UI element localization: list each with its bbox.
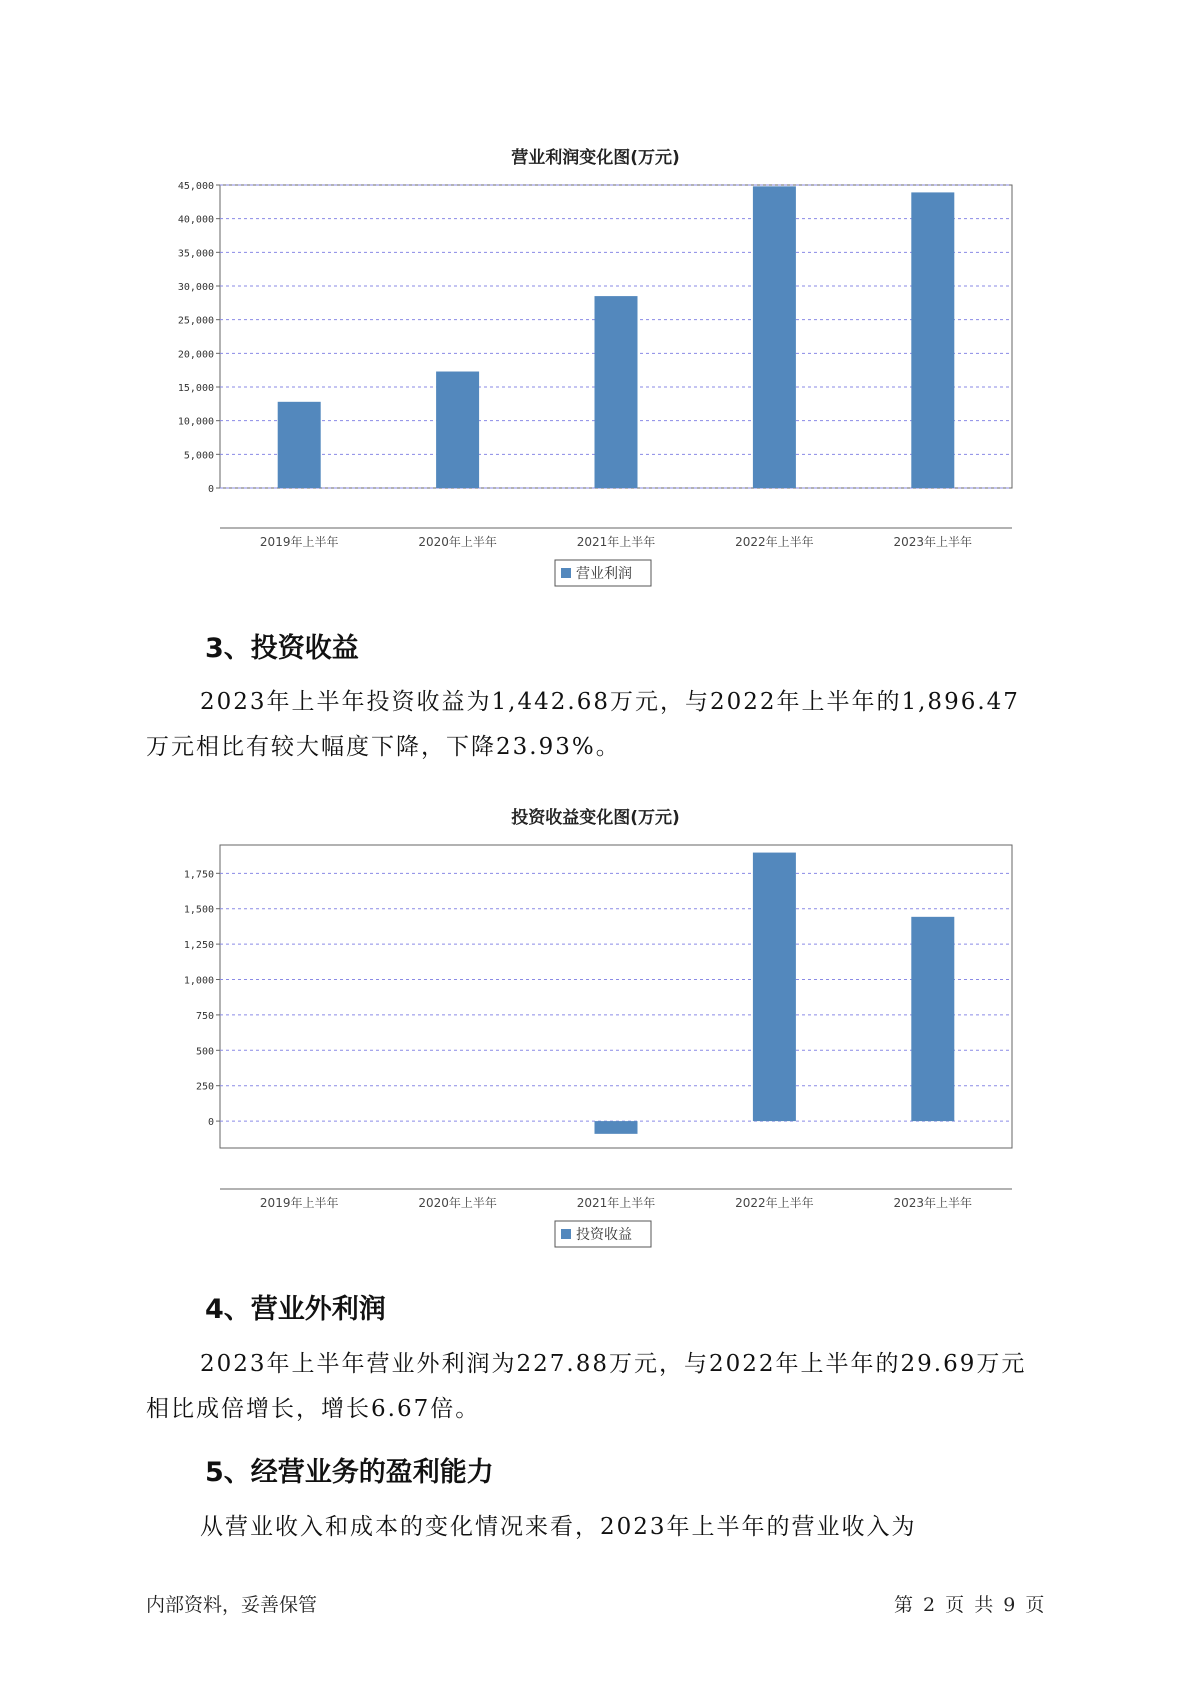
profit-bar <box>911 192 954 488</box>
section-5-heading: 5、经营业务的盈利能力 <box>205 1457 494 1488</box>
invest-ytick-label: 0 <box>207 1117 214 1129</box>
profit-xtick-label: 2022年上半年 <box>735 535 814 549</box>
profit-ytick-label: 25,000 <box>177 315 214 327</box>
section-4-heading: 4、营业外利润 <box>205 1294 386 1325</box>
profit-chart-title: 营业利润变化图(万元) <box>511 148 680 168</box>
section-4-paragraph <box>146 1342 1066 1432</box>
profit-ytick-label: 15,000 <box>177 383 214 394</box>
profit-bar <box>753 186 796 488</box>
profit-ytick-label: 45,000 <box>177 181 214 192</box>
profit-legend-label: 营业利润 <box>576 566 632 582</box>
section-3-line-2: 万元相比有较大幅度下降，下降23.93%。 <box>146 734 621 760</box>
invest-legend-swatch <box>561 1229 571 1239</box>
profit-ytick-label: 10,000 <box>177 416 214 428</box>
footer-confidential: 内部资料，妥善保管 <box>146 1594 318 1616</box>
profit-ytick-label: 20,000 <box>177 349 214 361</box>
invest-ytick-label: 1,500 <box>183 904 214 916</box>
profit-legend-swatch <box>561 568 571 578</box>
profit-xtick-label: 2019年上半年 <box>259 535 339 549</box>
invest-chart-title: 投资收益变化图(万元) <box>511 808 680 828</box>
invest-ytick-label: 1,750 <box>183 869 214 881</box>
section-3-paragraph <box>146 680 1066 770</box>
invest-plot-area <box>220 845 1012 1148</box>
footer-page-number: 第 2 页 共 9 页 <box>894 1594 1045 1616</box>
section-5-paragraph <box>146 1505 1066 1550</box>
invest-xtick-label: 2020年上半年 <box>418 1196 497 1210</box>
profit-ytick-label: 0 <box>207 484 214 495</box>
profit-chart <box>0 170 1191 590</box>
profit-legend <box>555 560 651 586</box>
profit-ytick-label: 30,000 <box>177 282 214 293</box>
invest-ytick-label: 1,250 <box>183 940 214 952</box>
profit-xtick-label: 2021年上半年 <box>576 535 656 549</box>
profit-xtick-label: 2023年上半年 <box>893 535 973 549</box>
profit-bar <box>595 296 638 488</box>
invest-legend <box>555 1221 651 1247</box>
invest-xtick-label: 2021年上半年 <box>576 1196 656 1210</box>
section-5-line-1: 从营业收入和成本的变化情况来看，2023年上半年的营业收入为 <box>200 1514 917 1540</box>
section-3-line-1: 2023年上半年投资收益为1,442.68万元，与2022年上半年的1,896.47 <box>200 689 1020 715</box>
invest-chart <box>0 830 1191 1250</box>
section-4-line-1: 2023年上半年营业外利润为227.88万元，与2022年上半年的29.69万元 <box>200 1351 1027 1377</box>
invest-ytick-label: 750 <box>195 1010 214 1022</box>
invest-bar <box>595 1121 638 1134</box>
profit-ytick-label: 40,000 <box>177 214 214 226</box>
invest-ytick-label: 250 <box>195 1081 214 1093</box>
profit-xtick-label: 2020年上半年 <box>418 535 497 549</box>
section-4-line-2: 相比成倍增长，增长6.67倍。 <box>146 1396 481 1422</box>
invest-bar <box>753 853 796 1122</box>
profit-ytick-label: 35,000 <box>177 248 214 260</box>
profit-ytick-label: 5,000 <box>183 450 214 462</box>
section-3-heading: 3、投资收益 <box>205 633 359 664</box>
invest-xtick-label: 2023年上半年 <box>893 1196 973 1210</box>
invest-xtick-label: 2019年上半年 <box>259 1196 339 1210</box>
profit-bar <box>436 372 479 488</box>
profit-bar <box>278 402 321 488</box>
invest-bar <box>911 917 954 1121</box>
invest-legend-label: 投资收益 <box>576 1227 632 1243</box>
invest-ytick-label: 500 <box>195 1046 214 1058</box>
invest-ytick-label: 1,000 <box>183 975 214 987</box>
invest-xtick-label: 2022年上半年 <box>735 1196 814 1210</box>
